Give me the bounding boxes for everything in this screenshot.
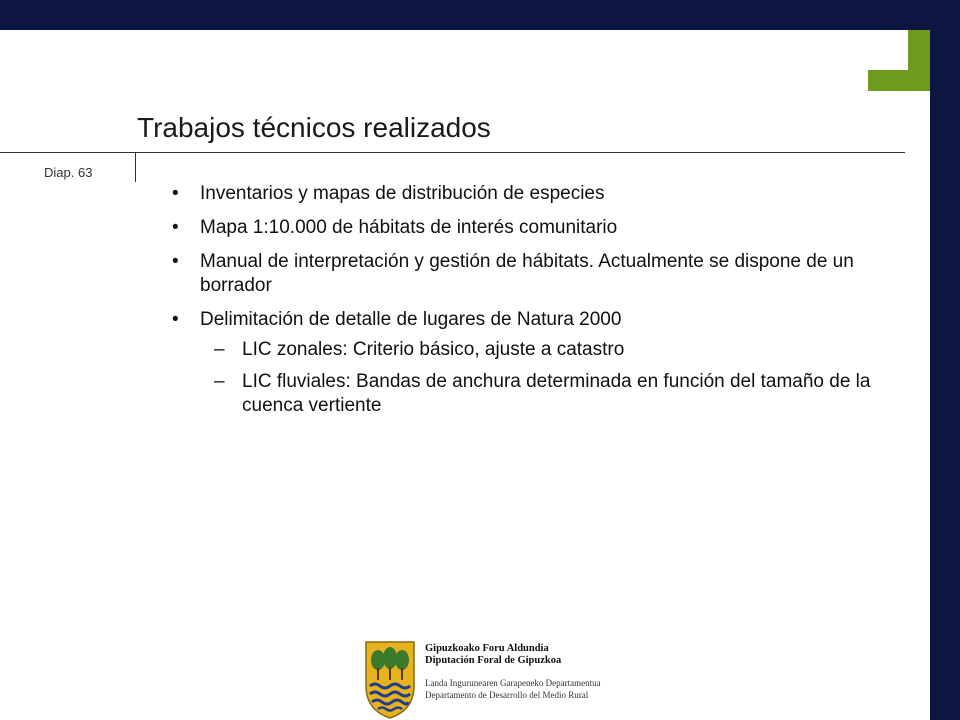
bullet-marker: • — [172, 251, 179, 272]
top-bar — [0, 0, 960, 30]
bullet-item — [160, 182, 890, 206]
bullet-marker: • — [172, 183, 179, 204]
slide-number-divider — [135, 152, 136, 182]
gipuzkoa-logo — [364, 638, 601, 720]
bullet-item — [160, 250, 890, 298]
corner-accent-inner — [868, 30, 908, 70]
subbullet-text: LIC fluviales: Bandas de anchura determinada en función del tamaño de la cuenca vertiente — [242, 371, 871, 416]
bullet-marker: • — [172, 217, 179, 238]
logo-line-basque: Gipuzkoako Foru Aldundia — [425, 643, 549, 654]
subbullet-marker: – — [214, 339, 225, 360]
bullet-item — [160, 216, 890, 240]
logo-department-spanish: Departamento de Desarrollo del Medio Rural — [425, 690, 589, 700]
logo-text — [425, 643, 601, 701]
slide-number: Diap. 63 — [44, 165, 93, 180]
bullet-text: Delimitación de detalle de lugares de Natura 2000 — [200, 309, 622, 330]
subbullet-item — [160, 370, 890, 418]
bullet-item — [160, 308, 890, 332]
coat-of-arms-icon — [364, 638, 416, 720]
slide-content — [160, 182, 890, 426]
bullet-text: Inventarios y mapas de distribución de especies — [200, 183, 605, 204]
subbullet-item — [160, 338, 890, 362]
bullet-marker: • — [172, 309, 179, 330]
bullet-text: Manual de interpretación y gestión de hábitats. Actualmente se dispone de un borrador — [200, 251, 854, 296]
slide-title: Trabajos técnicos realizados — [137, 112, 491, 143]
logo-department-basque: Landa Ingurunearen Garapeneko Departamentua — [425, 678, 601, 688]
logo-line-spanish: Diputación Foral de Gipuzkoa — [425, 655, 562, 666]
subbullet-text: LIC zonales: Criterio básico, ajuste a catastro — [242, 339, 625, 360]
subbullet-marker: – — [214, 371, 225, 392]
right-bar — [930, 0, 960, 720]
bullet-text: Mapa 1:10.000 de hábitats de interés comunitario — [200, 217, 618, 238]
